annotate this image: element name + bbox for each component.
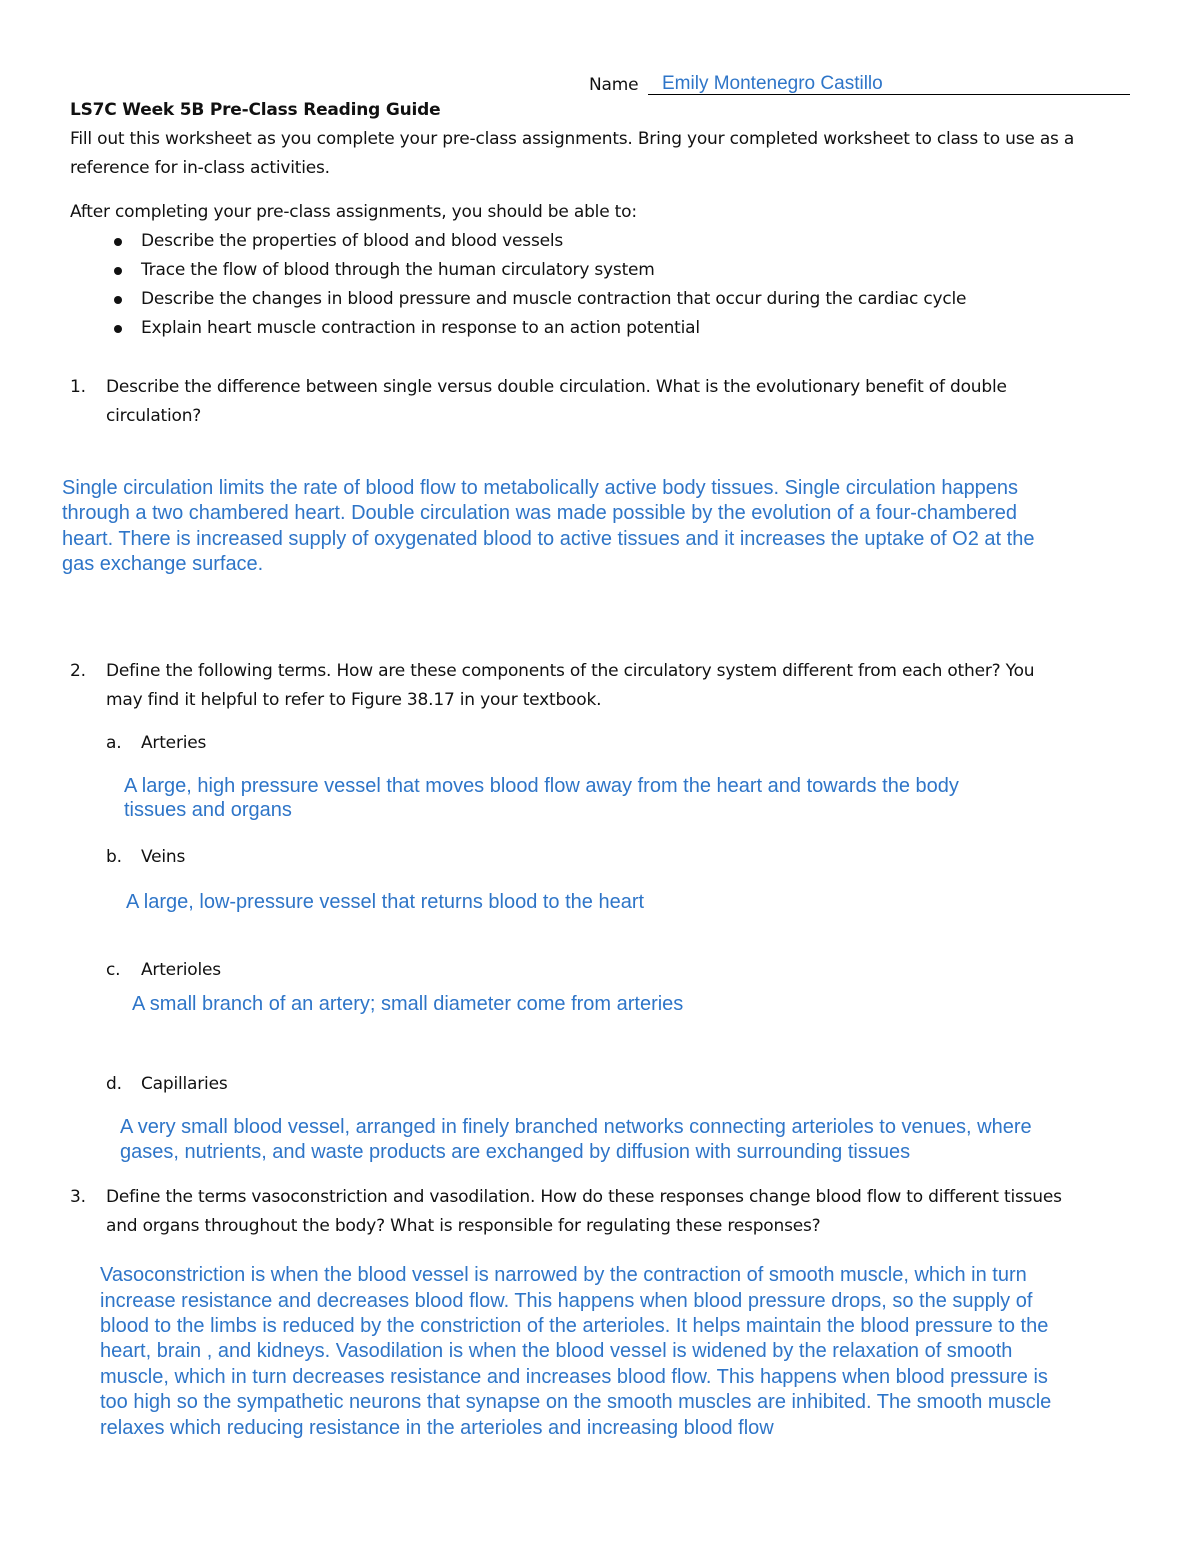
answer-3-line[interactable]: increase resistance and decreases blood flow. This happens when blood pressure drops, so the supply of <box>100 1290 1033 1312</box>
sub-letter: b. <box>106 847 122 867</box>
term-capillaries: Capillaries <box>141 1074 228 1094</box>
objectives-intro: After completing your pre-class assignments, you should be able to: <box>70 202 637 222</box>
name-value[interactable]: Emily Montenegro Castillo <box>662 73 883 94</box>
question-1-line: circulation? <box>106 406 202 426</box>
name-underline <box>648 94 1130 95</box>
answer-3-line[interactable]: Vasoconstriction is when the blood vessel is narrowed by the contraction of smooth muscle, which in turn <box>100 1264 1027 1286</box>
answer-3-line[interactable]: heart, brain , and kidneys. Vasodilation is when the blood vessel is widened by the relaxation of smooth <box>100 1340 1013 1362</box>
page-title: LS7C Week 5B Pre-Class Reading Guide <box>70 100 441 120</box>
answer-1-line[interactable]: gas exchange surface. <box>62 553 264 575</box>
question-3-line: and organs throughout the body? What is responsible for regulating these responses? <box>106 1216 821 1236</box>
answer-capillaries-line[interactable]: gases, nutrients, and waste products are exchanged by diffusion with surrounding tissues <box>120 1141 911 1163</box>
answer-arterioles-line[interactable]: A small branch of an artery; small diameter come from arteries <box>132 993 684 1015</box>
question-3-line: Define the terms vasoconstriction and vasodilation. How do these responses change blood flow to different tissues <box>106 1187 1062 1207</box>
term-arteries: Arteries <box>141 733 207 753</box>
sub-letter: c. <box>106 960 121 980</box>
answer-3-line[interactable]: blood to the limbs is reduced by the constriction of the arterioles. It helps maintain the blood pressure to the <box>100 1315 1049 1337</box>
name-label: Name <box>589 75 639 95</box>
term-veins: Veins <box>141 847 186 867</box>
question-2-line: may find it helpful to refer to Figure 38.17 in your textbook. <box>106 690 602 710</box>
answer-arteries-line[interactable]: A large, high pressure vessel that moves blood flow away from the heart and towards the body <box>124 775 959 797</box>
question-1-line: Describe the difference between single versus double circulation. What is the evolutionary benefit of double <box>106 377 1007 397</box>
answer-1-line[interactable]: heart. There is increased supply of oxygenated blood to active tissues and it increases the uptake of O2 at the <box>62 528 1035 550</box>
intro-line: reference for in-class activities. <box>70 158 330 178</box>
term-arterioles: Arterioles <box>141 960 221 980</box>
bullet-icon <box>114 325 122 333</box>
answer-capillaries-line[interactable]: A very small blood vessel, arranged in finely branched networks connecting arterioles to venues, where <box>120 1116 1032 1138</box>
bullet-icon <box>114 267 122 275</box>
objective-item: Trace the flow of blood through the human circulatory system <box>141 260 655 280</box>
answer-1-line[interactable]: through a two chambered heart. Double circulation was made possible by the evolution of a four-chambered <box>62 502 1017 524</box>
objective-item: Describe the changes in blood pressure and muscle contraction that occur during the cardiac cycle <box>141 289 967 309</box>
bullet-icon <box>114 238 122 246</box>
answer-3-line[interactable]: muscle, which in turn decreases resistance and increases blood flow. This happens when blood pressure is <box>100 1366 1048 1388</box>
question-2-line: Define the following terms. How are these components of the circulatory system different from each other? You <box>106 661 1035 681</box>
sub-letter: d. <box>106 1074 122 1094</box>
intro-line: Fill out this worksheet as you complete your pre-class assignments. Bring your completed worksheet to class to use as a <box>70 129 1075 149</box>
objective-item: Explain heart muscle contraction in response to an action potential <box>141 318 700 338</box>
question-number: 1. <box>70 377 86 397</box>
sub-letter: a. <box>106 733 122 753</box>
question-number: 3. <box>70 1187 86 1207</box>
bullet-icon <box>114 296 122 304</box>
question-number: 2. <box>70 661 86 681</box>
answer-arteries-line[interactable]: tissues and organs <box>124 799 292 821</box>
objective-item: Describe the properties of blood and blood vessels <box>141 231 564 251</box>
answer-veins-line[interactable]: A large, low-pressure vessel that returns blood to the heart <box>126 891 645 913</box>
answer-3-line[interactable]: relaxes which reducing resistance in the arterioles and increasing blood flow <box>100 1417 774 1439</box>
answer-3-line[interactable]: too high so the sympathetic neurons that synapse on the smooth muscles are inhibited. The smooth muscle <box>100 1391 1052 1413</box>
answer-1-line[interactable]: Single circulation limits the rate of blood flow to metabolically active body tissues. Single circulation happens <box>62 477 1019 499</box>
